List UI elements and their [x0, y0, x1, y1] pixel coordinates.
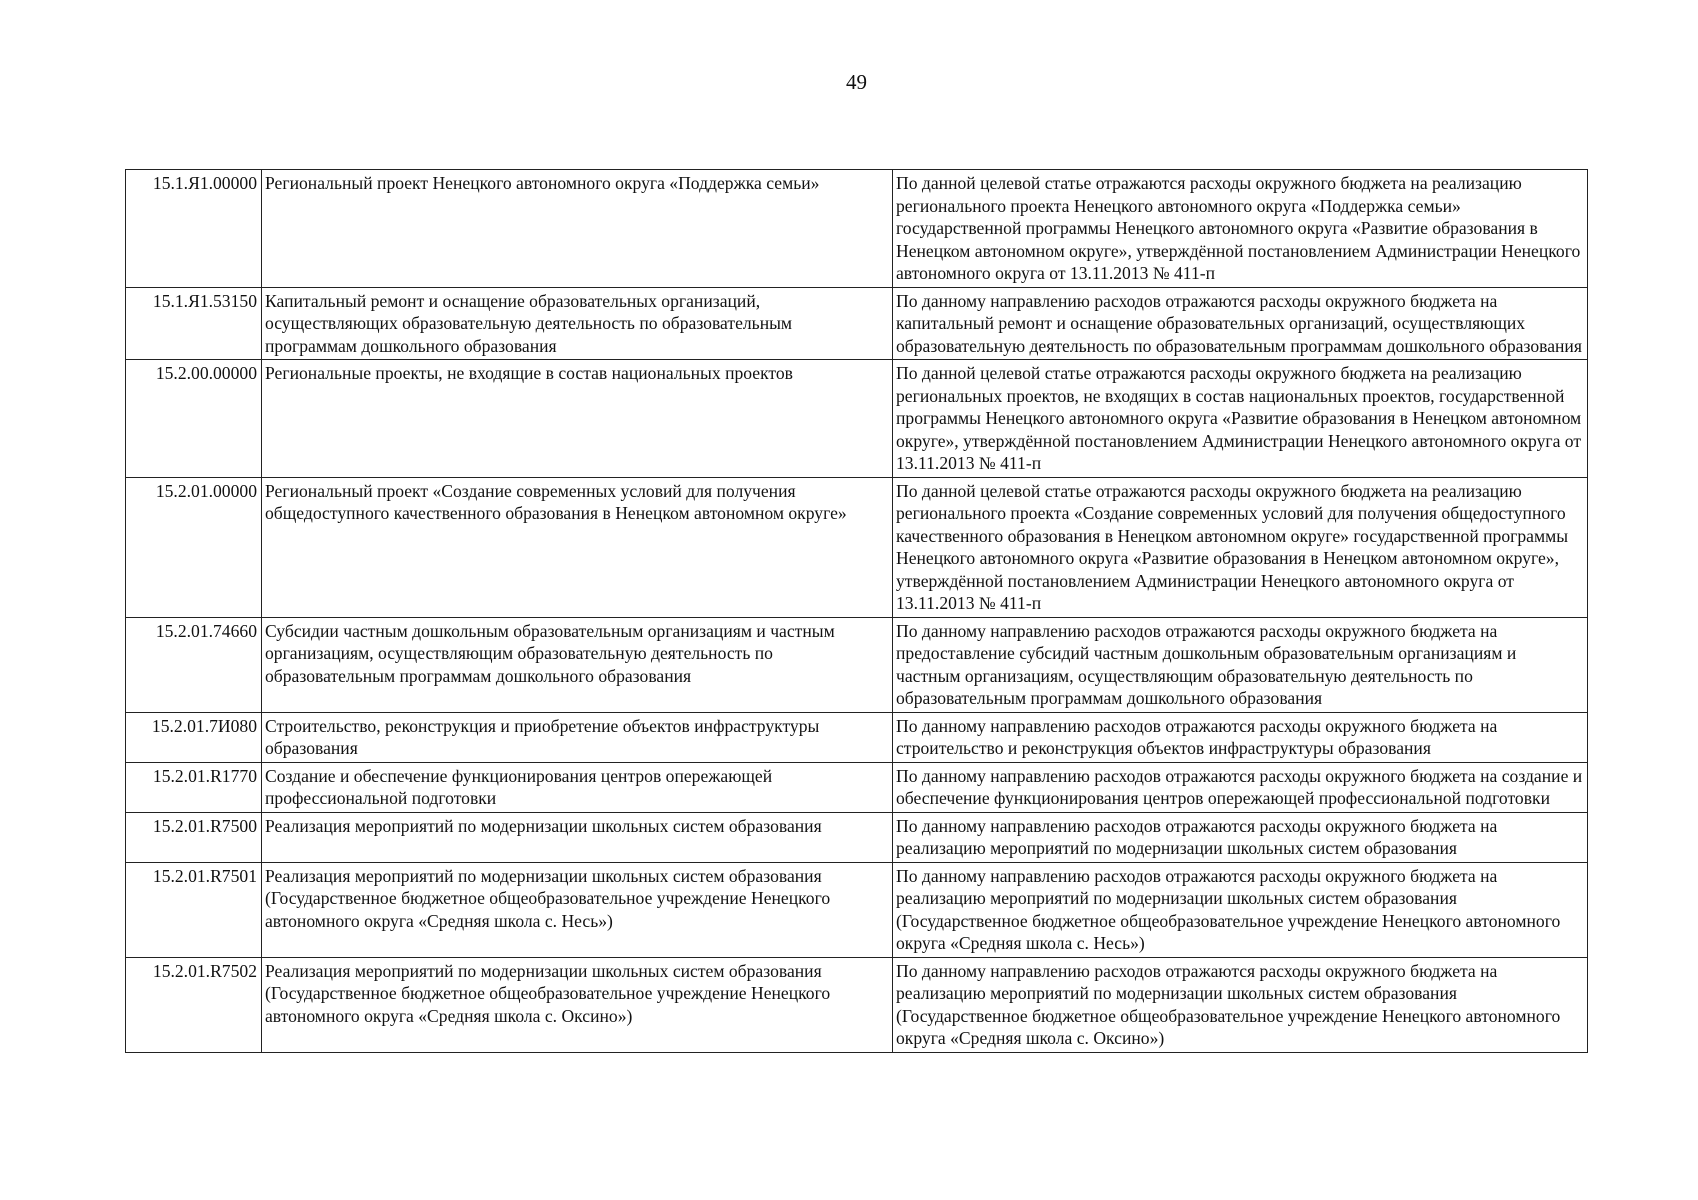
page-number: 49 [846, 70, 867, 94]
row-code: 15.2.01.00000 [126, 477, 262, 617]
table-row [126, 287, 1588, 360]
row-name: Региональный проект Ненецкого автономного округа «Поддержка семьи» [262, 170, 893, 288]
table-row [126, 360, 1588, 478]
row-description: По данному направлению расходов отражаются расходы окружного бюджета на капитальный ремонт и оснащение образовательных организаций, осуществляющих образовательную деятельность по образовательным программам дошкольного образования [893, 287, 1588, 360]
table-body [126, 170, 1588, 1053]
row-description: По данному направлению расходов отражаются расходы окружного бюджета на предоставление субсидий частным дошкольным образовательным организациям и частным организациям, осуществляющим образовательную деятельность по образовательным программам дошкольного образования [893, 617, 1588, 712]
row-description: По данному направлению расходов отражаются расходы окружного бюджета на реализацию мероприятий по модернизации школьных систем образования [893, 812, 1588, 862]
table-row [126, 712, 1588, 762]
row-name: Субсидии частным дошкольным образовательным организациям и частным организациям, осуществляющим образовательную деятельность по образовательным программам дошкольного образования [262, 617, 893, 712]
row-name: Создание и обеспечение функционирования центров опережающей профессиональной подготовки [262, 762, 893, 812]
row-name: Региональный проект «Создание современных условий для получения общедоступного качественного образования в Ненецком автономном округе» [262, 477, 893, 617]
table-row [126, 477, 1588, 617]
row-name: Капитальный ремонт и оснащение образовательных организаций, осуществляющих образовательную деятельность по образовательным программам дошкольного образования [262, 287, 893, 360]
row-code: 15.2.01.74660 [126, 617, 262, 712]
row-description: По данной целевой статье отражаются расходы окружного бюджета на реализацию региональных проектов, не входящих в состав национальных проектов, государственной программы Ненецкого автономного округа «Развитие образования в Ненецком автономном округе», утверждённой постановлением Администрации Ненецкого автономного округа от 13.11.2013 № 411-п [893, 360, 1588, 478]
table-row [126, 617, 1588, 712]
row-code: 15.2.01.R7502 [126, 957, 262, 1052]
row-code: 15.2.01.7И080 [126, 712, 262, 762]
row-name: Региональные проекты, не входящие в состав национальных проектов [262, 360, 893, 478]
row-code: 15.2.00.00000 [126, 360, 262, 478]
table-row [126, 812, 1588, 862]
row-code: 15.2.01.R1770 [126, 762, 262, 812]
row-code: 15.1.Я1.53150 [126, 287, 262, 360]
budget-codes-table [125, 169, 1588, 1053]
row-description: По данному направлению расходов отражаются расходы окружного бюджета на строительство и реконструкция объектов инфраструктуры образования [893, 712, 1588, 762]
row-name: Реализация мероприятий по модернизации школьных систем образования (Государственное бюджетное общеобразовательное учреждение Ненецкого автономного округа «Средняя школа с. Несь») [262, 862, 893, 957]
row-description: По данному направлению расходов отражаются расходы окружного бюджета на реализацию мероприятий по модернизации школьных систем образования (Государственное бюджетное общеобразовательное учреждение Ненецкого автономного округа «Средняя школа с. Оксино») [893, 957, 1588, 1052]
row-description: По данной целевой статье отражаются расходы окружного бюджета на реализацию регионального проекта «Создание современных условий для получения общедоступного качественного образования в Ненецком автономном округе» государственной программы Ненецкого автономного округа «Развитие образования в Ненецком автономном округе», утверждённой постановлением Администрации Ненецкого автономного округа от 13.11.2013 № 411-п [893, 477, 1588, 617]
row-description: По данному направлению расходов отражаются расходы окружного бюджета на создание и обеспечение функционирования центров опережающей профессиональной подготовки [893, 762, 1588, 812]
row-description: По данной целевой статье отражаются расходы окружного бюджета на реализацию регионального проекта Ненецкого автономного округа «Поддержка семьи» государственной программы Ненецкого автономного округа «Развитие образования в Ненецком автономном округе», утверждённой постановлением Администрации Ненецкого автономного округа от 13.11.2013 № 411-п [893, 170, 1588, 288]
row-code: 15.2.01.R7500 [126, 812, 262, 862]
table-row [126, 170, 1588, 288]
table-row [126, 762, 1588, 812]
row-name: Строительство, реконструкция и приобретение объектов инфраструктуры образования [262, 712, 893, 762]
row-code: 15.1.Я1.00000 [126, 170, 262, 288]
row-name: Реализация мероприятий по модернизации школьных систем образования (Государственное бюджетное общеобразовательное учреждение Ненецкого автономного округа «Средняя школа с. Оксино») [262, 957, 893, 1052]
row-description: По данному направлению расходов отражаются расходы окружного бюджета на реализацию мероприятий по модернизации школьных систем образования (Государственное бюджетное общеобразовательное учреждение Ненецкого автономного округа «Средняя школа с. Несь») [893, 862, 1588, 957]
row-name: Реализация мероприятий по модернизации школьных систем образования [262, 812, 893, 862]
row-code: 15.2.01.R7501 [126, 862, 262, 957]
table-row [126, 862, 1588, 957]
table-row [126, 957, 1588, 1052]
